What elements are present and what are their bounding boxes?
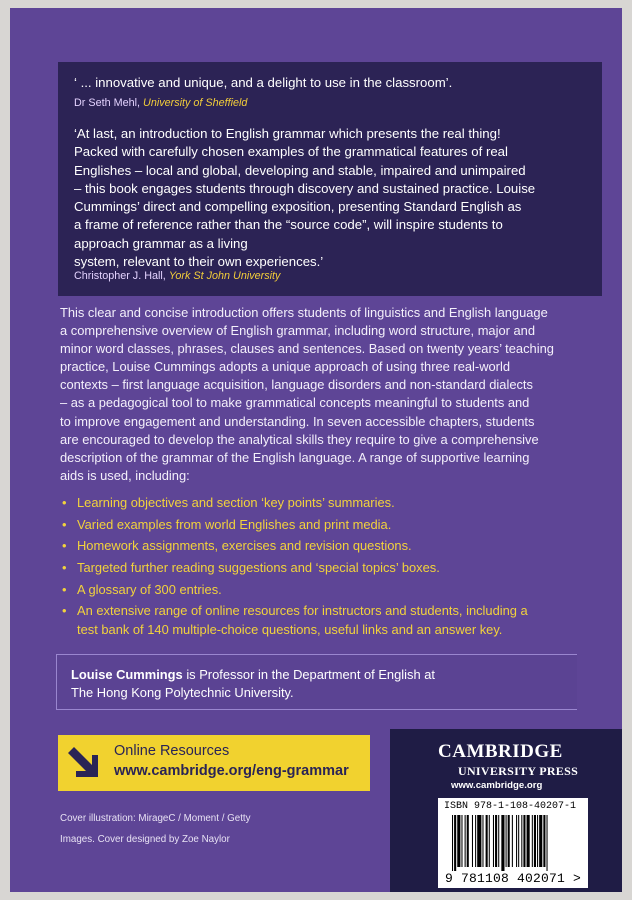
bullet-icon: • — [62, 603, 67, 619]
barcode-bar — [457, 815, 460, 867]
quote-attribution: Dr Seth Mehl, University of Sheffield — [74, 97, 248, 109]
author-bio — [56, 654, 577, 710]
barcode-bar — [482, 815, 483, 867]
barcode-bar — [518, 815, 519, 867]
list-item: • Learning objectives and section ‘key points’ summaries. — [60, 494, 605, 512]
barcode-bar — [506, 815, 507, 867]
barcode-bar — [454, 815, 456, 871]
barcode-bar — [486, 815, 488, 867]
bullet-icon: • — [62, 516, 67, 532]
quote-text: ‘At last, an introduction to English grammar which presents the real thing! Packed with carefully chosen examples of the grammatical features of real Englishes – local and global, developing and stable, impaired and unimpaired – this book engages students through discovery and sustained practice. Louise Cummings’ direct and compelling exposition, presenting Standard English as a frame of reference rather than the “source code”, will inspire students to approach grammar as a living system, relevant to their own experiences.’ — [74, 126, 536, 270]
author-name: Louise Cummings — [71, 667, 183, 682]
bullet-icon: • — [62, 560, 67, 576]
online-resources-label: Online Resources — [114, 743, 230, 759]
book-description: This clear and concise introduction offers students of linguistics and English language a comprehensive overview of English grammar, including word structure, major and minor word classes, phrases, clauses and sentences. Based on twenty years’ teaching practice, Louise Cummings adopts a unique approach of using three real-world contexts – first language acquisition, language disorders and non-standard dialects – as a pedagogical tool to make grammatical concepts meaningful to students and to improve engagement and understanding. In seven accessible chapters, students are encouraged to develop the analytical skills they require to give a comprehensive description of the grammar of the English language. A range of supportive learning aids is used, including: — [60, 305, 554, 483]
barcode-bar — [539, 815, 542, 867]
barcode-bar — [532, 815, 533, 867]
list-item: • Homework assignments, exercises and revision questions. — [60, 537, 605, 555]
barcode-bar — [493, 815, 494, 867]
barcode-bar — [461, 815, 462, 867]
barcode-bar — [516, 815, 517, 867]
publisher-subtitle: UNIVERSITY PRESS — [458, 764, 579, 778]
bullet-icon: • — [62, 495, 67, 510]
barcode-bar — [477, 815, 481, 867]
publisher-url[interactable]: www.cambridge.org — [451, 780, 543, 791]
barcode — [438, 815, 588, 871]
barcode-digits: 9 781108 402071 > — [444, 871, 582, 886]
quote-attribution: Christopher J. Hall, York St John University — [74, 270, 281, 282]
cover-credits: Cover illustration: MirageC / Moment / Getty Images. Cover designed by Zoe Naylor — [60, 813, 251, 846]
arrow-down-right-icon — [64, 743, 104, 783]
barcode-bar — [537, 815, 538, 867]
bullet-icon: • — [62, 538, 67, 554]
barcode-bar — [472, 815, 473, 867]
barcode-bar — [452, 815, 453, 871]
barcode-bar — [501, 815, 504, 871]
publisher-panel — [390, 729, 622, 892]
online-resources-banner[interactable] — [58, 735, 370, 791]
barcode-bar — [512, 815, 513, 867]
barcode-bar — [475, 815, 476, 867]
isbn-label: ISBN 978-1-108-40207-1 — [444, 801, 577, 812]
barcode-bar — [521, 815, 522, 867]
barcode-bar — [467, 815, 469, 867]
barcode-bar — [498, 815, 499, 867]
list-item: • Targeted further reading suggestions and ‘special topics’ boxes. — [60, 559, 605, 577]
back-cover — [10, 8, 622, 892]
barcode-bar — [523, 815, 525, 867]
barcode-bar — [547, 815, 548, 871]
list-item: • An extensive range of online resources for instructors and students, including a test bank of 140 multiple-choice questions, useful links and an answer key. — [62, 603, 528, 637]
barcode-bar — [465, 815, 466, 867]
barcode-bar — [527, 815, 530, 867]
learning-aids-list — [60, 494, 605, 642]
barcode-bar — [543, 815, 545, 867]
barcode-bar — [489, 815, 490, 867]
bullet-icon: • — [62, 581, 67, 597]
quote-text: ‘ ... innovative and unique, and a delight to use in the classroom’. — [74, 75, 453, 90]
list-item: • A glossary of 300 entries. — [60, 581, 605, 599]
barcode-bar — [534, 815, 536, 867]
publisher-name: CAMBRIDGE — [438, 741, 563, 762]
online-resources-link[interactable]: www.cambridge.org/eng-grammar — [114, 763, 349, 779]
author-bio-text: is Professor in the Department of English at The Hong Kong Polytechnic University. — [71, 667, 435, 701]
barcode-block — [438, 798, 588, 888]
quote-panel — [58, 62, 602, 296]
barcode-bar — [495, 815, 497, 867]
list-item: • Varied examples from world Englishes and print media. — [60, 516, 605, 534]
barcode-bar — [508, 815, 510, 867]
